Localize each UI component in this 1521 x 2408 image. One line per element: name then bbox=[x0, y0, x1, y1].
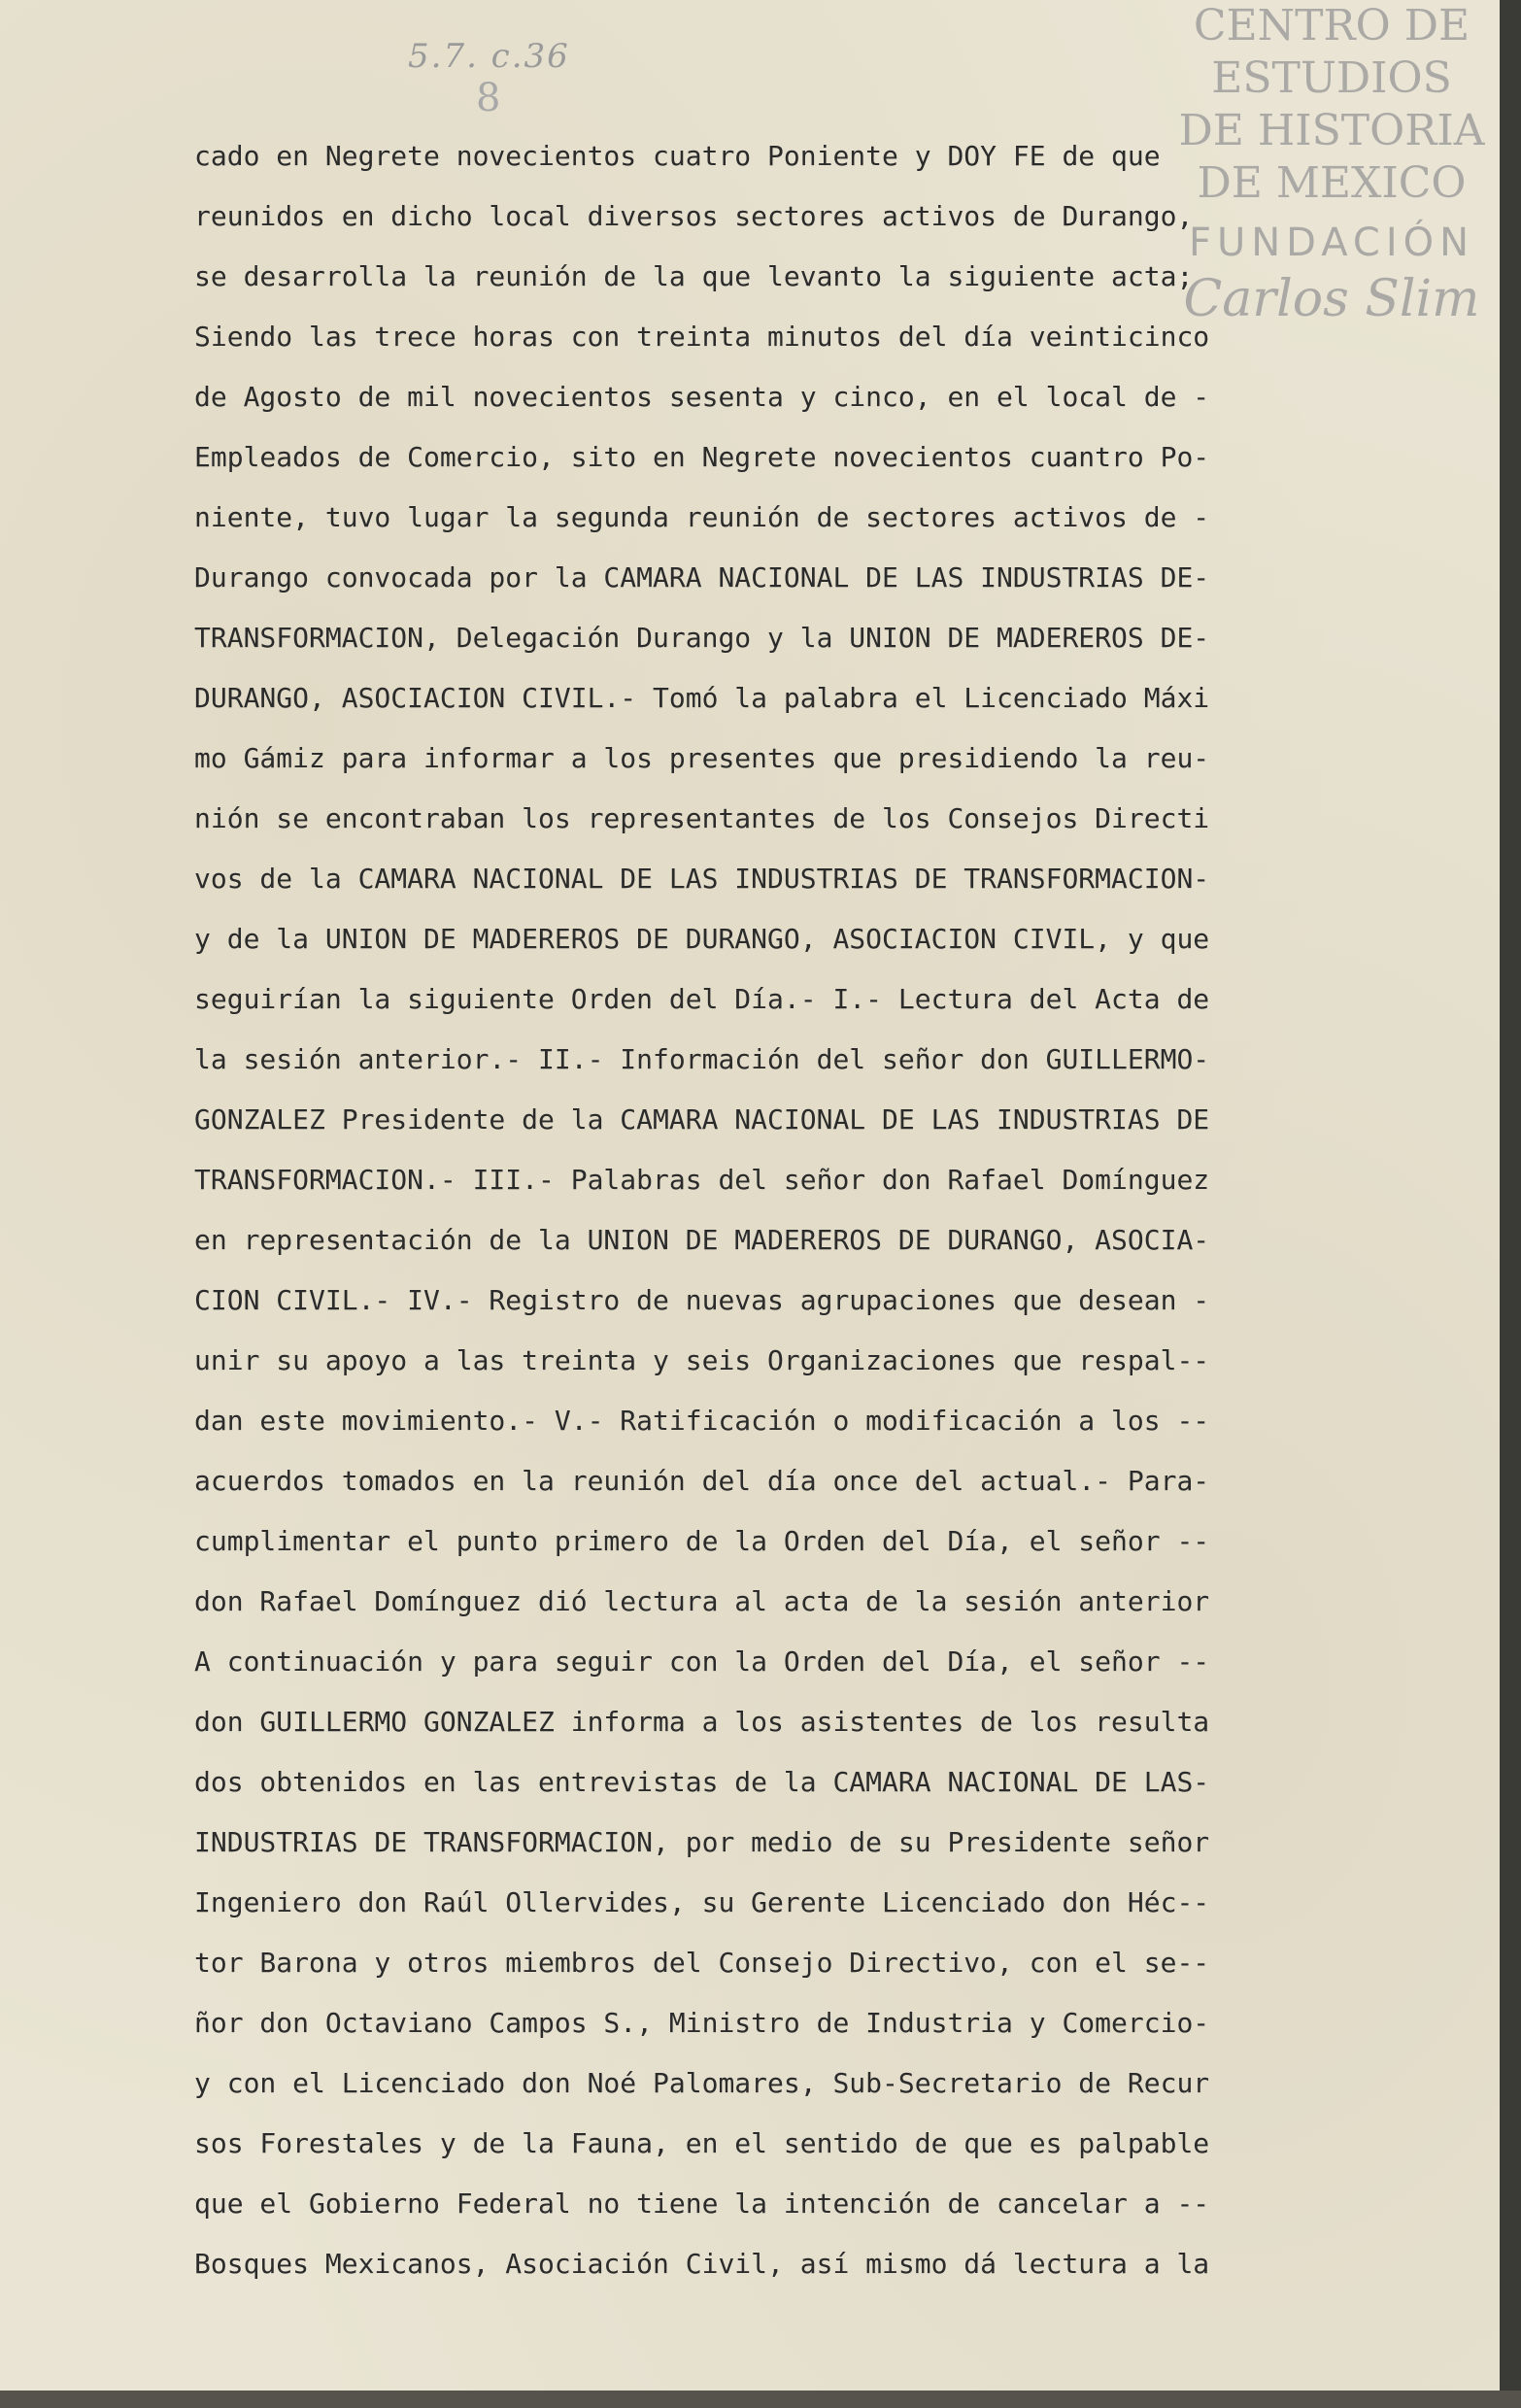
archive-reference-mark: 5.7. c.36 bbox=[408, 37, 570, 76]
text-line: niente, tuvo lugar la segunda reunión de sectores activos de - bbox=[194, 501, 1210, 533]
text-line: que el Gobierno Federal no tiene la intención de cancelar a -- bbox=[194, 2188, 1210, 2220]
text-line: TRANSFORMACION.- III.- Palabras del señor don Rafael Domínguez bbox=[194, 1164, 1210, 1196]
text-line: cado en Negrete novecientos cuatro Poniente y DOY FE de que bbox=[194, 140, 1161, 172]
text-line: Durango convocada por la CAMARA NACIONAL DE LAS INDUSTRIAS DE- bbox=[194, 561, 1210, 594]
text-line: INDUSTRIAS DE TRANSFORMACION, por medio de su Presidente señor bbox=[194, 1826, 1210, 1858]
text-line: reunidos en dicho local diversos sectores activos de Durango, bbox=[194, 200, 1194, 232]
text-line: DURANGO, ASOCIACION CIVIL.- Tomó la palabra el Licenciado Máxi bbox=[194, 682, 1210, 714]
watermark-line-1: CENTRO DE bbox=[1193, 1, 1470, 51]
text-line: GONZALEZ Presidente de la CAMARA NACIONAL DE LAS INDUSTRIAS DE bbox=[194, 1103, 1210, 1136]
watermark-signature: Carlos Slim bbox=[1183, 270, 1480, 328]
text-line: A continuación y para seguir con la Orden del Día, el señor -- bbox=[194, 1645, 1210, 1678]
text-line: tor Barona y otros miembros del Consejo Directivo, con el se-- bbox=[194, 1947, 1210, 1979]
text-line: don GUILLERMO GONZALEZ informa a los asistentes de los resulta bbox=[194, 1706, 1210, 1738]
text-line: mo Gámiz para informar a los presentes que presidiendo la reu- bbox=[194, 742, 1210, 774]
text-line: ñor don Octaviano Campos S., Ministro de Industria y Comercio- bbox=[194, 2007, 1210, 2039]
text-line: sos Forestales y de la Fauna, en el sentido de que es palpable bbox=[194, 2127, 1210, 2159]
watermark-line-3: DE HISTORIA bbox=[1178, 106, 1485, 155]
text-line: en representación de la UNION DE MADEREROS DE DURANGO, ASOCIA- bbox=[194, 1224, 1210, 1256]
text-line: nión se encontraban los representantes de los Consejos Directi bbox=[194, 802, 1210, 834]
text-line: y con el Licenciado don Noé Palomares, Sub-Secretario de Recur bbox=[194, 2067, 1210, 2099]
text-line: vos de la CAMARA NACIONAL DE LAS INDUSTRIAS DE TRANSFORMACION- bbox=[194, 863, 1210, 895]
text-line: cumplimentar el punto primero de la Orden del Día, el señor -- bbox=[194, 1525, 1210, 1557]
text-line: don Rafael Domínguez dió lectura al acta de la sesión anterior bbox=[194, 1585, 1210, 1617]
scan-edge-bottom bbox=[0, 2391, 1521, 2408]
text-line: TRANSFORMACION, Delegación Durango y la UNION DE MADEREROS DE- bbox=[194, 622, 1210, 654]
text-line: unir su apoyo a las treinta y seis Organizaciones que respal-- bbox=[194, 1344, 1210, 1376]
text-line: CION CIVIL.- IV.- Registro de nuevas agrupaciones que desean - bbox=[194, 1284, 1210, 1316]
text-line: Siendo las trece horas con treinta minutos del día veinticinco bbox=[194, 321, 1210, 353]
watermark-foundation: FUNDACIÓN bbox=[1188, 220, 1475, 265]
text-line: y de la UNION DE MADEREROS DE DURANGO, ASOCIACION CIVIL, y que bbox=[194, 923, 1210, 955]
text-line: se desarrolla la reunión de la que levanto la siguiente acta; bbox=[194, 260, 1194, 292]
text-line: Empleados de Comercio, sito en Negrete novecientos cuantro Po- bbox=[194, 441, 1210, 473]
text-line: acuerdos tomados en la reunión del día once del actual.- Para- bbox=[194, 1465, 1210, 1497]
text-line: dos obtenidos en las entrevistas de la CAMARA NACIONAL DE LAS- bbox=[194, 1766, 1210, 1798]
text-line: la sesión anterior.- II.- Información del señor don GUILLERMO- bbox=[194, 1043, 1210, 1075]
watermark-line-4: DE MEXICO bbox=[1197, 158, 1467, 208]
scan-edge-right bbox=[1500, 0, 1521, 2408]
text-line: Ingeniero don Raúl Ollervides, su Gerente Licenciado don Héc-- bbox=[194, 1886, 1210, 1918]
text-line: Bosques Mexicanos, Asociación Civil, así mismo dá lectura a la bbox=[194, 2248, 1210, 2280]
page-number: 8 bbox=[476, 76, 501, 120]
typed-body-text bbox=[194, 126, 1340, 2294]
text-line: seguirían la siguiente Orden del Día.- I.- Lectura del Acta de bbox=[194, 983, 1210, 1015]
text-line: dan este movimiento.- V.- Ratificación o modificación a los -- bbox=[194, 1405, 1210, 1437]
text-line: de Agosto de mil novecientos sesenta y cinco, en el local de - bbox=[194, 381, 1210, 413]
watermark-line-2: ESTUDIOS bbox=[1211, 53, 1452, 103]
